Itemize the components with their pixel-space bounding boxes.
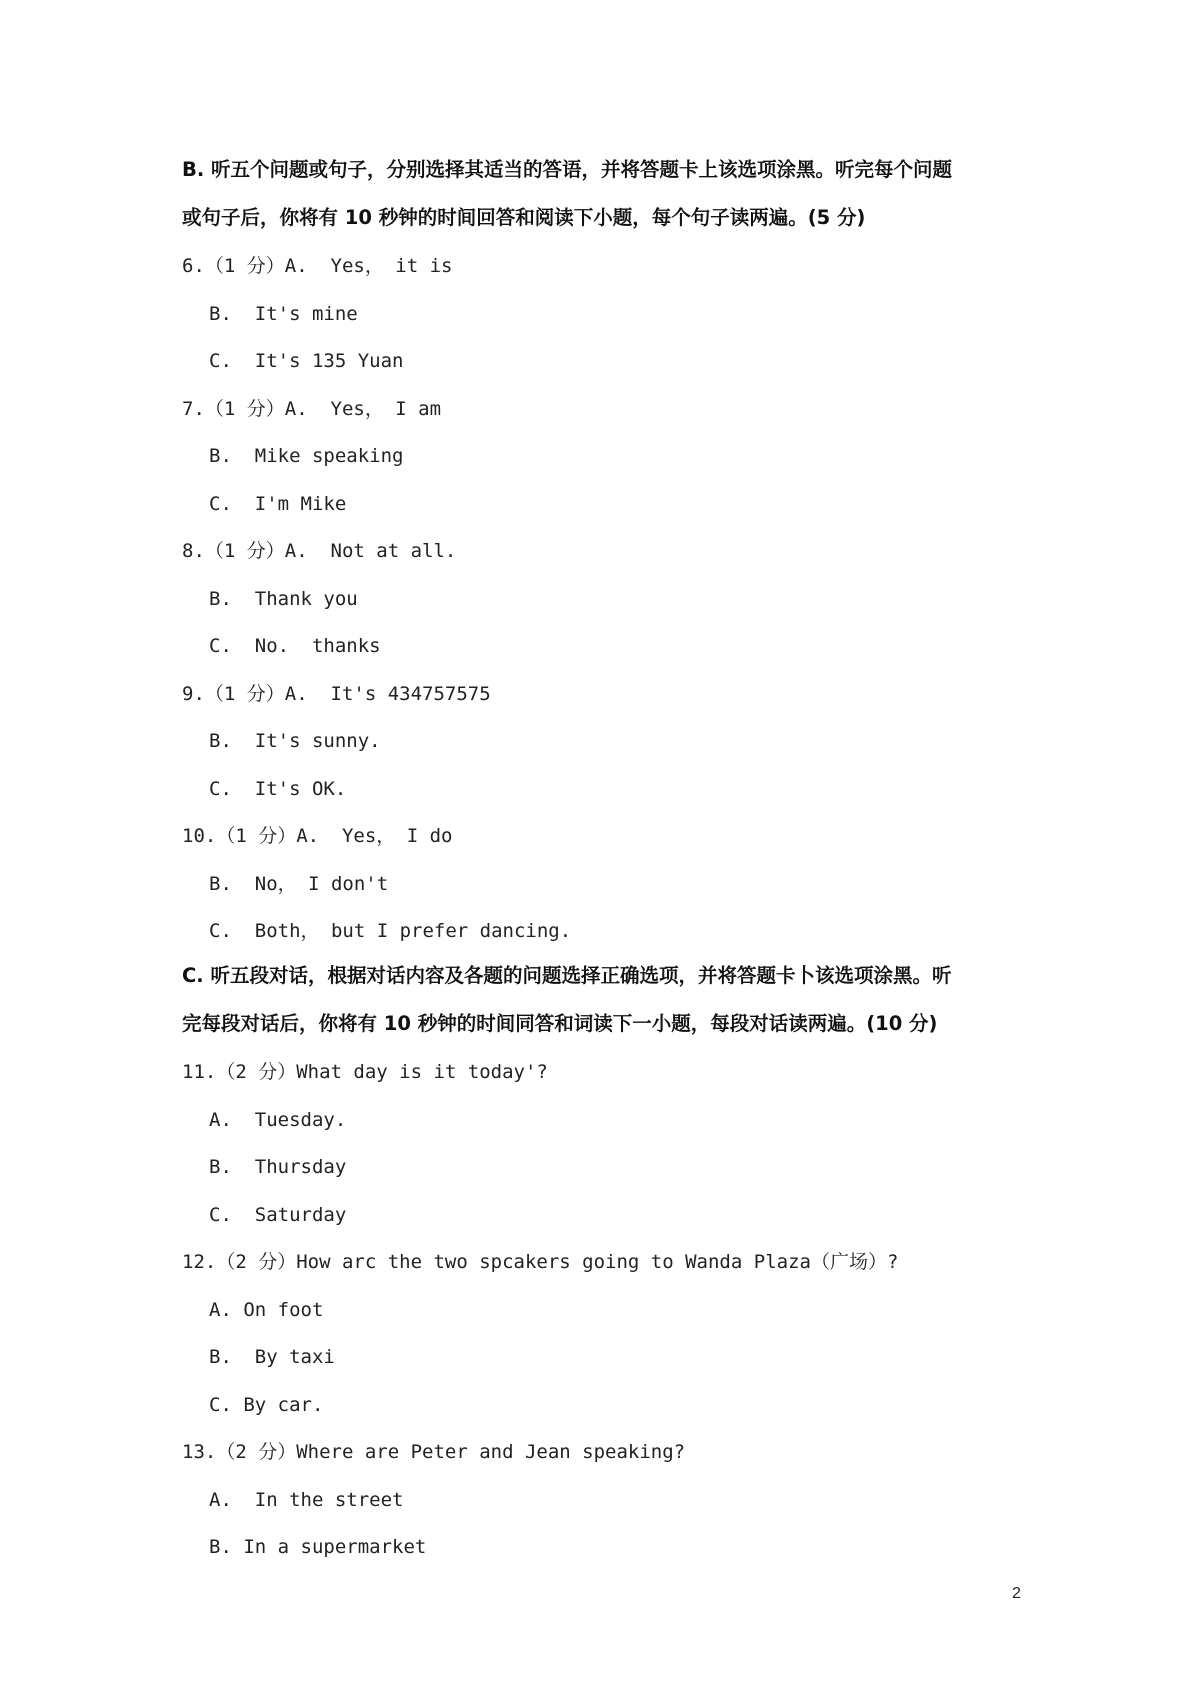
question-6-option-b: B. It's mine: [209, 303, 358, 325]
section-b-instruction-line1: B. 听五个问题或句子，分别选择其适当的答语，并将答题卡上该选项涂黑。听完每个问题: [182, 158, 953, 181]
question-6-option-c: C. It's 135 Yuan: [209, 350, 404, 372]
question-13-option-b: B. In a supermarket: [209, 1536, 427, 1558]
question-11-stem: 11.（2 分）What day is it today'?: [182, 1061, 548, 1083]
question-8-option-b: B. Thank you: [209, 588, 358, 610]
question-11-option-a: A. Tuesday.: [209, 1109, 347, 1131]
question-11-option-b: B. Thursday: [209, 1156, 347, 1178]
question-10-option-c: C. Both， but I prefer dancing.: [209, 920, 572, 942]
section-c-instruction-line1: C. 听五段对话，根据对话内容及各题的问题选择正确选项，并将答题卡卜该选项涂黑。听: [182, 964, 952, 987]
question-9-option-c: C. It's OK.: [209, 778, 347, 800]
question-7-option-c: C. I'm Mike: [209, 493, 347, 515]
question-7-stem: 7.（1 分）A. Yes， I am: [182, 398, 442, 420]
question-9-stem: 9.（1 分）A. It's 434757575: [182, 683, 491, 705]
question-10-stem: 10.（1 分）A. Yes， I do: [182, 825, 453, 847]
question-13-stem: 13.（2 分）Where are Peter and Jean speaking?: [182, 1441, 686, 1463]
question-7-option-b: B. Mike speaking: [209, 445, 404, 467]
section-c-instruction-line2: 完每段对话后，你将有 10 秒钟的时间同答和词读下一小题，每段对话读两遍。(10 分): [182, 1012, 938, 1035]
page-number: 2: [1012, 1585, 1021, 1602]
section-b-instruction-line2: 或句子后，你将有 10 秒钟的时间回答和阅读下小题，每个句子读两遍。(5 分): [182, 206, 866, 229]
question-12-option-a: A. On foot: [209, 1299, 324, 1321]
question-8-stem: 8.（1 分）A. Not at all.: [182, 540, 457, 562]
question-9-option-b: B. It's sunny.: [209, 730, 381, 752]
question-12-stem: 12.（2 分）How arc the two spcakers going to Wanda Plaza（广场）?: [182, 1251, 899, 1273]
question-8-option-c: C. No. thanks: [209, 635, 381, 657]
question-13-option-a: A. In the street: [209, 1489, 404, 1511]
question-12-option-c: C. By car.: [209, 1394, 324, 1416]
question-6-stem: 6.（1 分）A. Yes， it is: [182, 255, 453, 277]
question-11-option-c: C. Saturday: [209, 1204, 347, 1226]
question-10-option-b: B. No， I don't: [209, 873, 389, 895]
question-12-option-b: B. By taxi: [209, 1346, 335, 1368]
